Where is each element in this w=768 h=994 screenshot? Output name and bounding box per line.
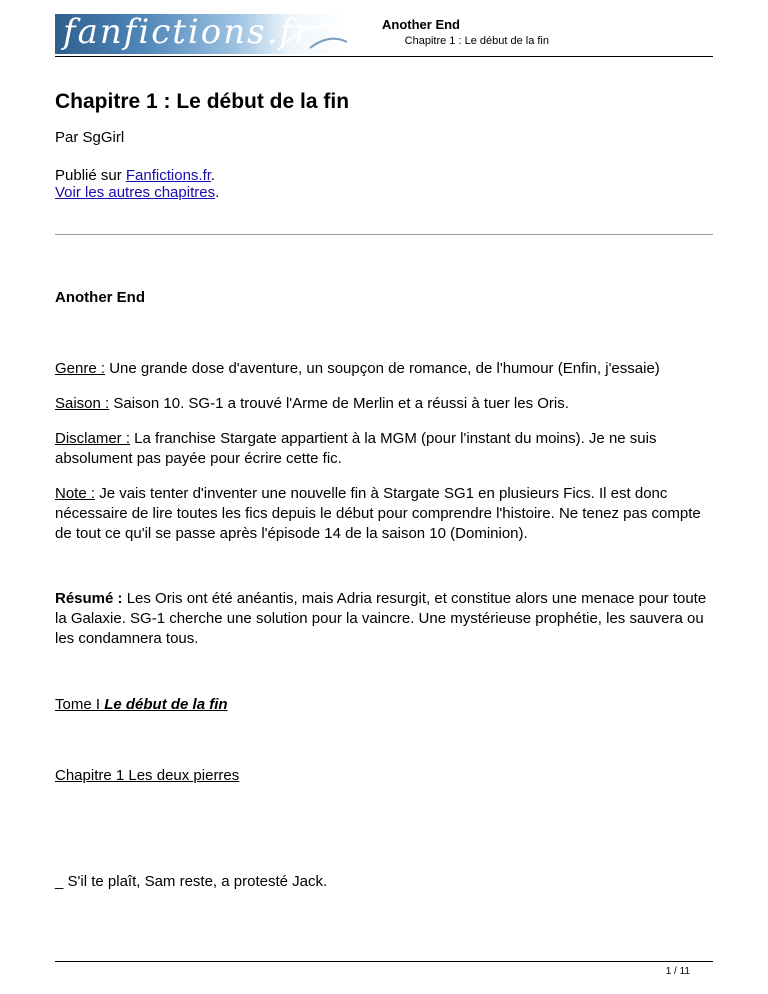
- resume-paragraph: [55, 589, 715, 649]
- note-paragraph: [55, 484, 715, 544]
- chapter-line: Chapitre 1 Les deux pierres: [55, 767, 240, 784]
- dialogue-line: _ S'il te plaît, Sam reste, a protesté Jack.: [55, 873, 328, 890]
- resume-text: Les Oris ont été anéantis, mais Adria resurgit, et constitue alors une menace pour toute la Galaxie. SG-1 cherche une solution pour la vaincre. Une mystérieuse prophétie, les sauvera ou les condamnera tous.: [55, 590, 707, 647]
- section-divider: [55, 234, 713, 235]
- resume-label: Résumé :: [55, 590, 123, 607]
- published-suffix: .: [210, 167, 216, 184]
- other-chapters-link[interactable]: Voir les autres chapitres: [55, 184, 216, 201]
- disclaimer-label: Disclamer :: [55, 430, 131, 447]
- fanfictions-link[interactable]: Fanfictions.fr: [125, 167, 211, 184]
- site-logo[interactable]: [55, 14, 348, 54]
- story-title: Another End: [55, 289, 145, 306]
- genre-text: Une grande dose d'aventure, un soupçon de romance, de l'humour (Enfin, j'essaie): [105, 360, 660, 377]
- page-number: 1 / 11: [665, 966, 690, 977]
- genre-label: Genre :: [55, 360, 106, 377]
- disclaimer-paragraph: [55, 429, 715, 469]
- logo-text: fanfictions.fr: [63, 14, 313, 52]
- author-line: Par SgGirl: [55, 129, 125, 146]
- note-text: Je vais tenter d'inventer une nouvelle fin à Stargate SG1 en plusieurs Fics. Il est donc nécessaire de lire toutes les fics depuis le début pour comprendre l'histoire. Ne tenez pas compte de tout ce qu'il se passe après l'épisode 14 de la saison 10 (Dominion).: [55, 485, 701, 542]
- tome-title: Le début de la fin: [104, 696, 228, 713]
- published-prefix: Publié sur: [55, 167, 126, 184]
- saison-text: Saison 10. SG-1 a trouvé l'Arme de Merlin et a réussi à tuer les Oris.: [109, 395, 569, 412]
- other-chapters-line: [55, 183, 715, 203]
- saison-line: [55, 394, 715, 414]
- header-title: Another End: [382, 17, 460, 32]
- tome-line: [55, 695, 715, 715]
- genre-line: [55, 359, 715, 379]
- note-label: Note :: [55, 485, 96, 502]
- header-subtitle: Chapitre 1 : Le début de la fin: [404, 35, 549, 47]
- other-chapters-suffix: .: [215, 184, 220, 201]
- disclaimer-text: La franchise Stargate appartient à la MGM (pour l'instant du moins). Je ne suis absolument pas payée pour écrire cette fic.: [55, 430, 657, 467]
- saison-label: Saison :: [55, 395, 110, 412]
- footer-rule: [55, 961, 713, 962]
- chapter-heading: Chapitre 1 : Le début de la fin: [55, 90, 350, 113]
- tome-label: Tome I: [55, 696, 105, 713]
- header-rule: [55, 56, 713, 57]
